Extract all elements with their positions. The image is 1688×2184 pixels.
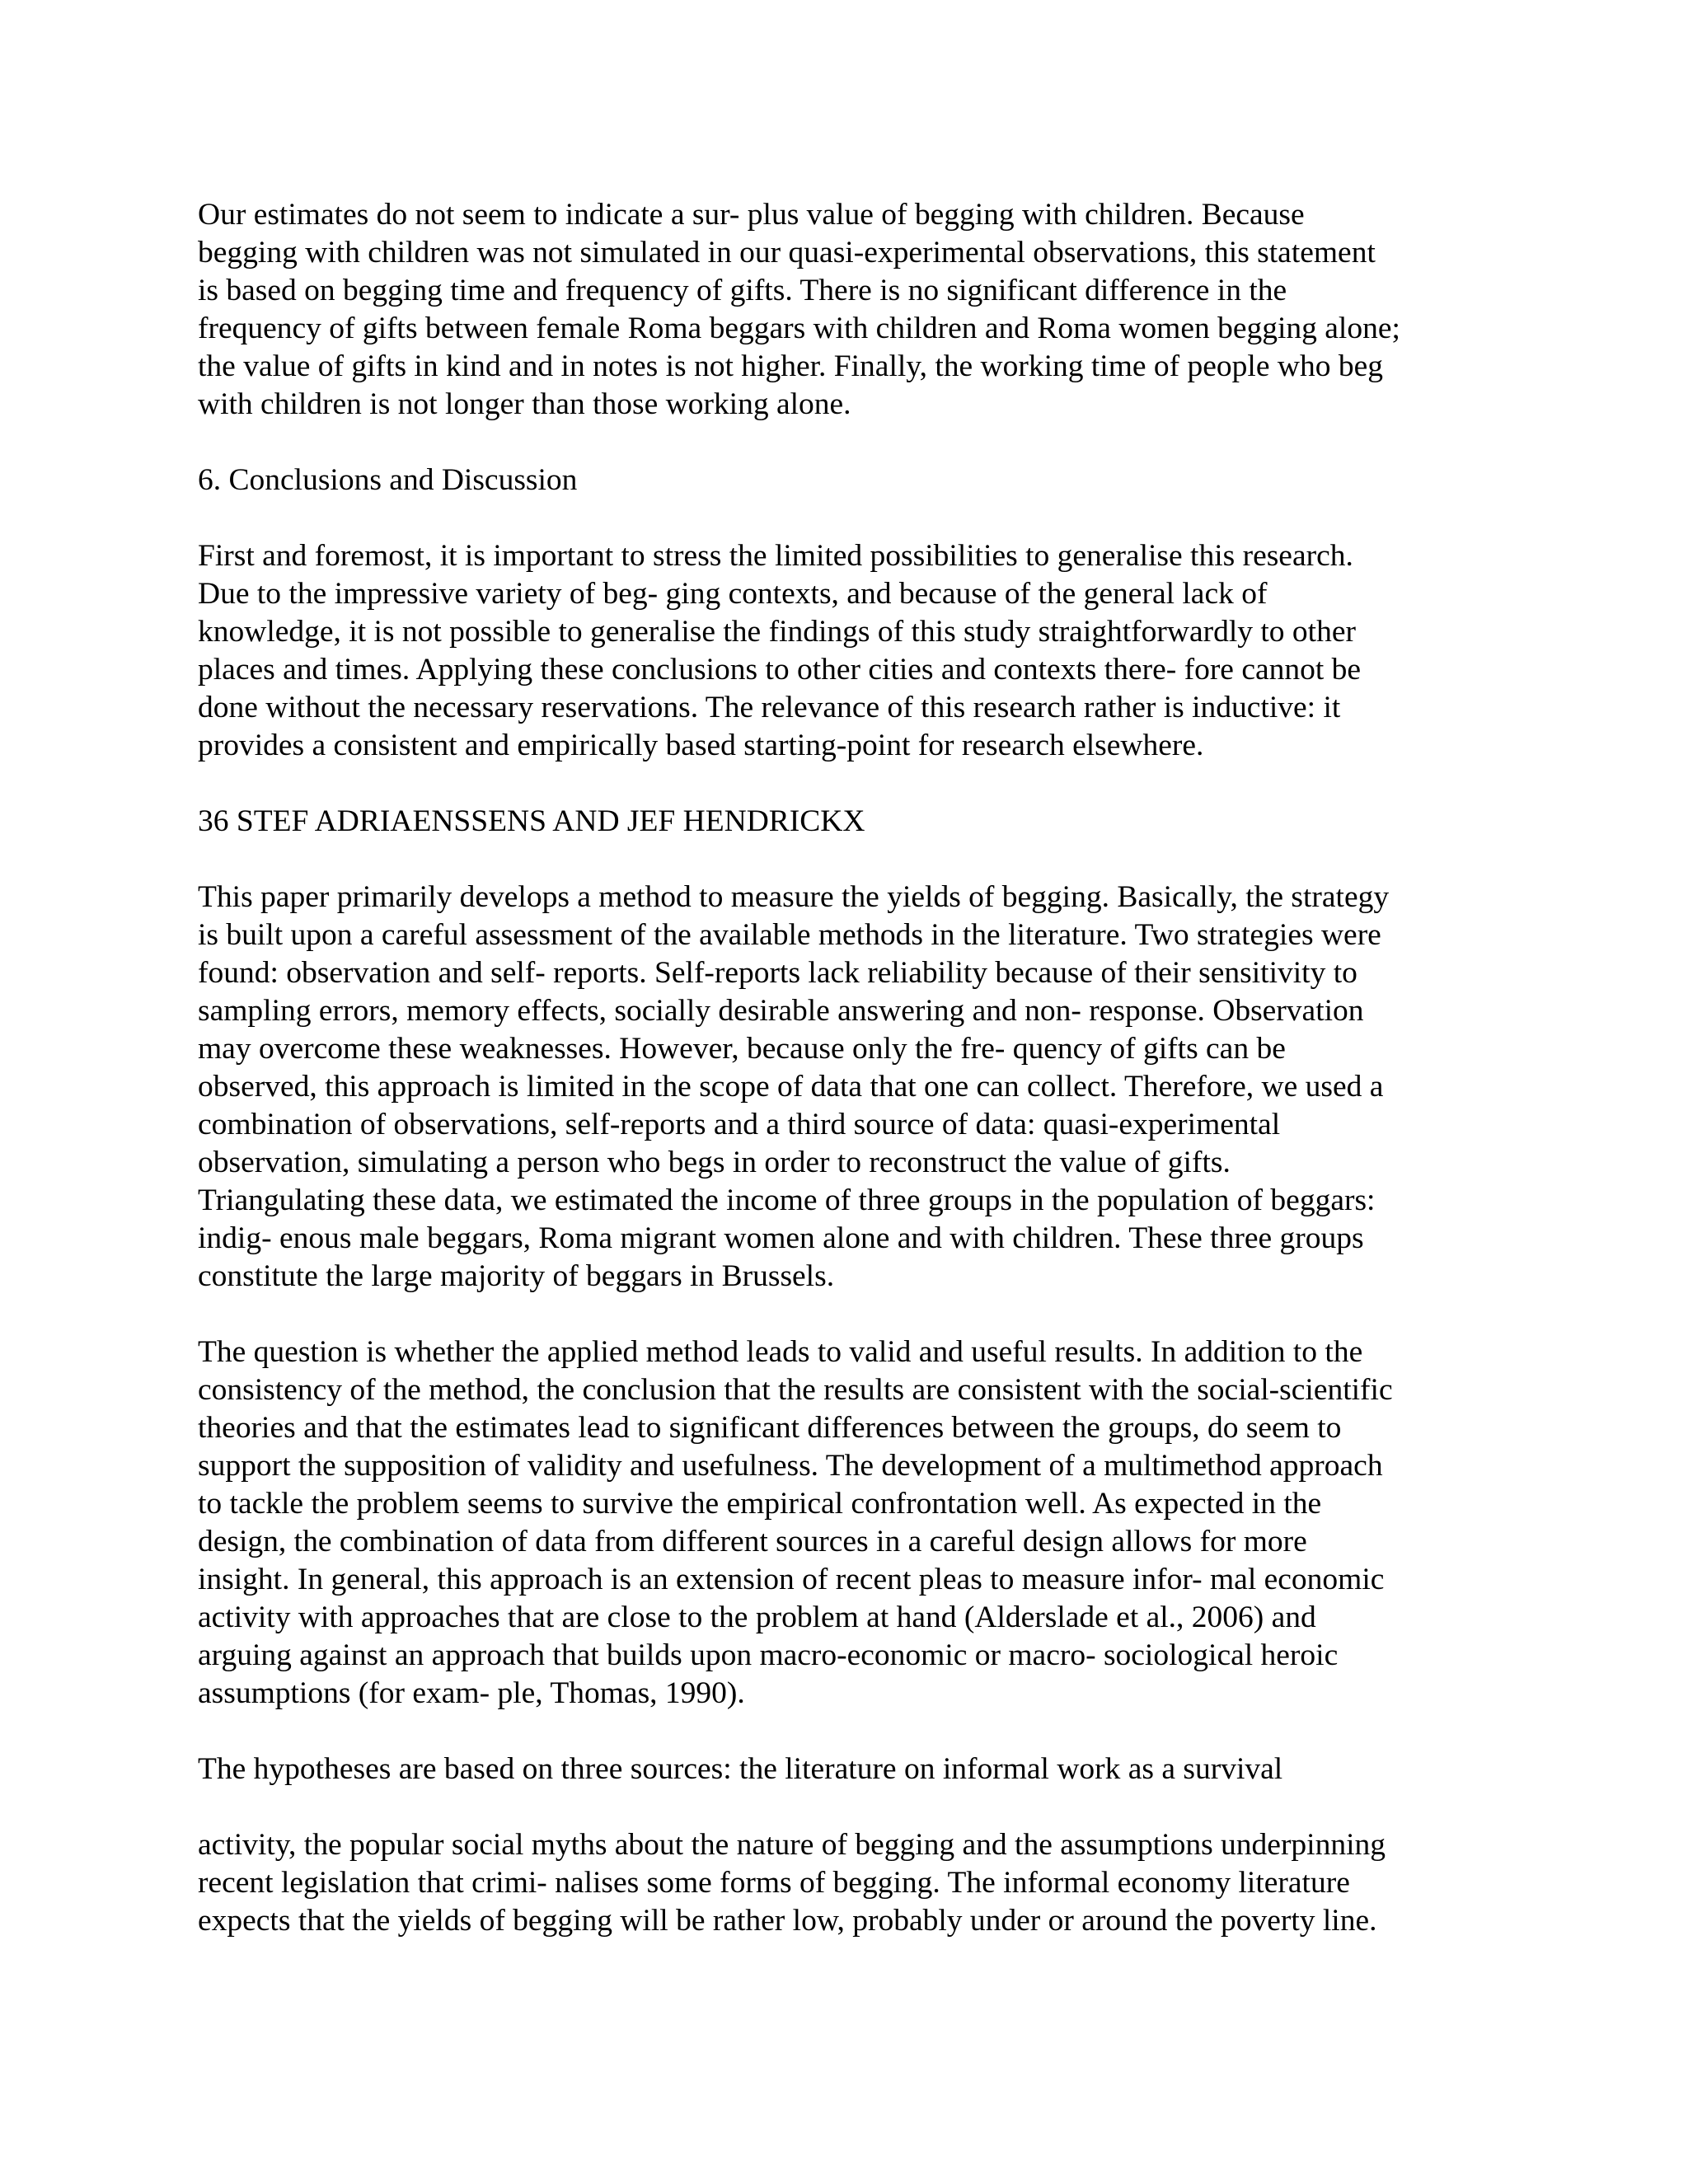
section-heading-conclusions: 6. Conclusions and Discussion (198, 463, 578, 497)
paragraph-hypotheses-continued: activity, the popular social myths about the nature of begging and the assumptions underpinning recent legislation that crimi- nalises some forms of begging. The informal economy literature expects that the yields of begging will be rather low, probably under or around the poverty line. (198, 1828, 1386, 1938)
document-page (198, 196, 1500, 1978)
paragraph-limitations: First and foremost, it is important to stress the limited possibilities to generalise this research. Due to the impressive variety of beg- ging contexts, and because of the general lack of knowledge, it is not possible to generalise the findings of this study straightforwardly to other places and times. Applying these conclusions to other cities and contexts there- fore cannot be done without the necessary reservations. The relevance of this research rather is inductive: it provides a consistent and empirically based starting-point for research elsewhere. (198, 539, 1362, 762)
paragraph-method: This paper primarily develops a method to measure the yields of begging. Basically, the strategy is built upon a careful assessment of the available methods in the literature. Two strategies were found: observation and self- reports. Self-reports lack reliability because of their sensitivity to sampling errors, memory effects, socially desirable answering and non- response. Observation may overcome these weaknesses. However, because only the fre- quency of gifts can be observed, this approach is limited in the scope of data that one can collect. Therefore, we used a combination of observations, self-reports and a third source of data: quasi-experimental observation, simulating a person who begs in order to reconstruct the value of gifts. Triangulating these data, we estimated the income of three groups in the population of beggars: indig- enous male beggars, Roma migrant women alone and with children. These three groups constitute the large majority of beggars in Brussels. (198, 880, 1390, 1293)
running-header: 36 STEF ADRIAENSSENS AND JEF HENDRICKX (198, 804, 865, 838)
paragraph-validity: The question is whether the applied method leads to valid and useful results. In addition to the consistency of the method, the conclusion that the results are consistent with the social-scientific theories and that the estimates lead to significant differences between the groups, do seem to support the supposition of validity and usefulness. The development of a multimethod approach to tackle the problem seems to survive the empirical confrontation well. As expected in the design, the combination of data from different sources in a careful design allows for more insight. In general, this approach is an extension of recent pleas to measure infor- mal economic activity with approaches that are close to the problem at hand (Alderslade et al., 2006) and arguing against an approach that builds upon macro-economic or macro- sociological heroic assumptions (for exam- ple, Thomas, 1990). (198, 1335, 1393, 1710)
paragraph-children-begging: Our estimates do not seem to indicate a sur- plus value of begging with children. Because begging with children was not simulated in our quasi-experimental observations, this statement is based on begging time and frequency of gifts. There is no significant difference in the frequency of gifts between female Roma beggars with children and Roma women begging alone; the value of gifts in kind and in notes is not higher. Finally, the working time of people who beg with children is not longer than those working alone. (198, 198, 1400, 421)
paragraph-hypotheses-start: The hypotheses are based on three sources: the literature on informal work as a survival (198, 1752, 1283, 1786)
